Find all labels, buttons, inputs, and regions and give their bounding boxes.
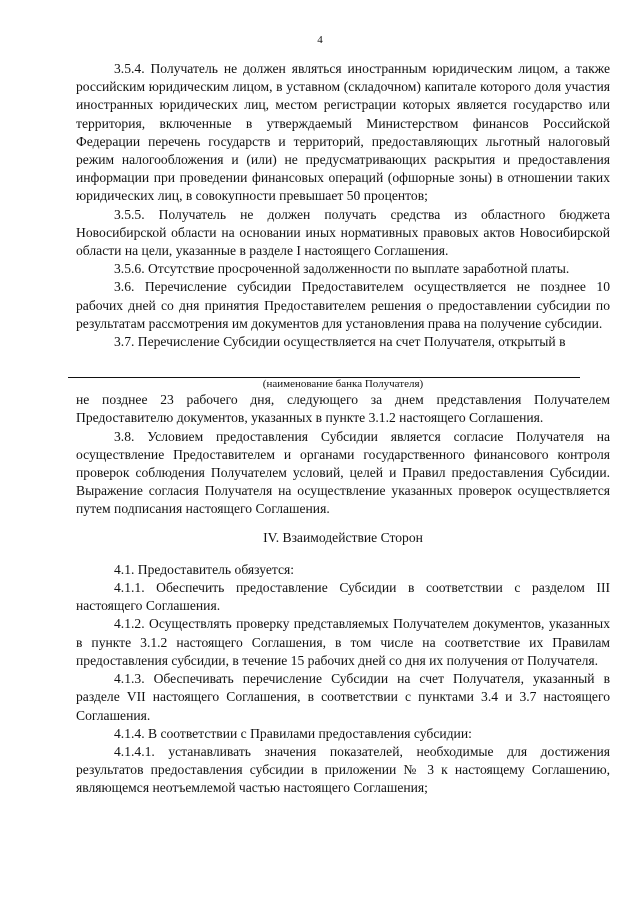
paragraph-3-5-4: 3.5.4. Получатель не должен являться иностранным юридическим лицом, а также российским юридическим лицом, в уставном (складочном) капитале которого доля участия иностранных юридических лиц, местом регистрации которых является государство или территория, включенные в утверждаемый Министерством финансов Российской Федерации перечень государств и территорий, предоставляющих льготный налоговый режим налогообложения и (или) не предусматривающих раскрытия и предоставления информации при проведении финансовых операций (офшорные зоны) в отношении таких юридических лиц, в совокупности превышает 50 процентов; bbox=[76, 61, 610, 204]
document-body bbox=[76, 60, 610, 798]
paragraph-3-5-6: 3.5.6. Отсутствие просроченной задолженности по выплате заработной платы. bbox=[114, 261, 570, 277]
paragraph-3-7: 3.7. Перечисление Субсидии осуществляется на счет Получателя, открытый в bbox=[114, 334, 566, 350]
paragraph-3-8: 3.8. Условием предоставления Субсидии является согласие Получателя на осуществление Предоставителем и органами государственного финансового контроля проверок соблюдения Получателем условий, целей и Правил предоставления Субсидии. Выражение согласия Получателя на осуществление указанных проверок осуществляется путем подписания настоящего Соглашения. bbox=[76, 428, 610, 517]
page-number: 4 bbox=[317, 34, 323, 46]
paragraph-4-1-1: 4.1.1. Обеспечить предоставление Субсидии в соответствии с разделом III настоящего Соглашения. bbox=[76, 580, 610, 614]
paragraph-4-1-4: 4.1.4. В соответствии с Правилами предоставления субсидии: bbox=[114, 725, 472, 741]
paragraph-4-1-3: 4.1.3. Обеспечивать перечисление Субсидии на счет Получателя, указанный в разделе VII настоящего Соглашения, в соответствии с пунктами 3.4 и 3.7 настоящего Соглашения. bbox=[76, 671, 610, 723]
fill-in-rule bbox=[68, 377, 580, 378]
paragraph-4-1-4-1: 4.1.4.1. устанавливать значения показателей, необходимые для достижения результатов предоставления субсидии в приложении № 3 к настоящему Соглашению, являющемся неотъемлемой частью настоящего Соглашения; bbox=[76, 743, 610, 796]
paragraph-4-1: 4.1. Предоставитель обязуется: bbox=[114, 561, 295, 577]
paragraph-4-1-2: 4.1.2. Осуществлять проверку представляемых Получателем документов, указанных в пункте 3.1.2 настоящего Соглашения, в том числе на соответствие их Правилам предоставления субсидии, в течение 15 рабочих дней со дня их получения от Получателя. bbox=[76, 616, 610, 668]
paragraph-3-6: 3.6. Перечисление субсидии Предоставителем осуществляется не позднее 10 рабочих дней со дня принятия Предоставителем решения о предоставлении субсидии по результатам рассмотрения им документов для установления права на получение субсидии. bbox=[76, 279, 610, 331]
bank-name-blank-line bbox=[76, 351, 610, 379]
bank-name-caption: (наименование банка Получателя) bbox=[262, 378, 424, 391]
paragraph-3-5-5: 3.5.5. Получатель не должен получать средства из областного бюджета Новосибирской области на основании иных нормативных правовых актов Новосибирской области на цели, указанные в разделе I настоящего Соглашения. bbox=[76, 206, 610, 259]
section-heading: IV. Взаимодействие Сторон bbox=[263, 529, 423, 545]
paragraph-3-7-continued: не позднее 23 рабочего дня, следующего за днем представления Получателем Предоставителю документов, указанных в пункте 3.1.2 настоящего Соглашения. bbox=[76, 392, 610, 426]
